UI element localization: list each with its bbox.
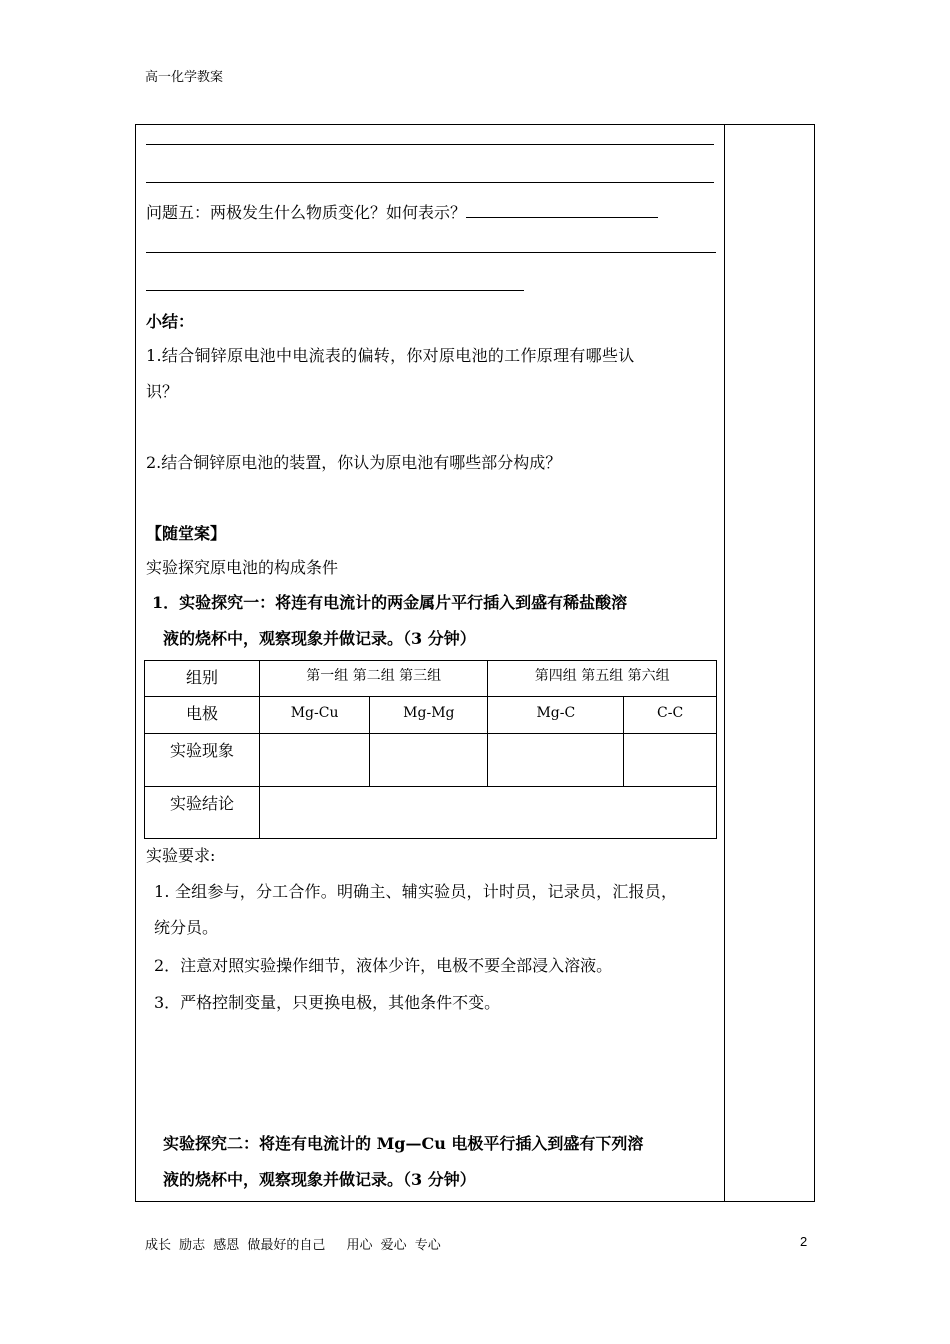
answer-blank — [466, 216, 658, 218]
section-subtitle: 实验探究原电池的构成条件 — [146, 558, 339, 577]
table-row — [145, 661, 717, 697]
phenomenon-cell[interactable] — [624, 734, 717, 787]
requirements-title: 实验要求: — [146, 846, 216, 865]
groups-left: 第一组 第二组 第三组 — [260, 661, 488, 697]
row-label-phenomenon: 实验现象 — [145, 734, 260, 787]
row-label-electrode: 电极 — [145, 697, 260, 734]
phenomenon-cell[interactable] — [260, 734, 370, 787]
question-five-text: 问题五：两极发生什么物质变化？如何表示？ — [146, 203, 467, 222]
experiment-two: 实验探究二：将连有电流计的 Mg—Cu 电极平行插入到盛有下列溶 — [163, 1134, 644, 1153]
experiment-table — [144, 660, 717, 839]
table-row — [145, 697, 717, 734]
answer-line — [146, 182, 714, 183]
electrode-cell: C-C — [624, 697, 717, 734]
requirement-1-cont: 统分员。 — [154, 918, 219, 937]
answer-line — [146, 144, 714, 145]
margin-column-divider — [724, 124, 725, 1202]
phenomenon-cell[interactable] — [488, 734, 624, 787]
row-label-group: 组别 — [145, 661, 260, 697]
experiment-one: 1．实验探究一：将连有电流计的两金属片平行插入到盛有稀盐酸溶 — [152, 593, 628, 612]
question-five — [146, 200, 658, 223]
requirement-3: 3．严格控制变量，只更换电极，其他条件不变。 — [154, 993, 501, 1012]
table-row — [145, 734, 717, 787]
groups-right: 第四组 第五组 第六组 — [488, 661, 717, 697]
page-header: 高一化学教案 — [145, 70, 224, 85]
electrode-cell: Mg-C — [488, 697, 624, 734]
electrode-cell: Mg-Cu — [260, 697, 370, 734]
page-footer: 成长 励志 感恩 做最好的自己 用心 爱心 专心 — [145, 1238, 441, 1253]
page-number: 2 — [800, 1234, 808, 1249]
electrode-cell: Mg-Mg — [370, 697, 488, 734]
summary-item-2: 2.结合铜锌原电池的装置，你认为原电池有哪些部分构成？ — [146, 453, 562, 472]
experiment-two-cont: 液的烧杯中，观察现象并做记录。（3 分钟） — [163, 1170, 476, 1189]
summary-title: 小结： — [146, 312, 195, 331]
answer-line — [146, 252, 716, 253]
answer-line — [146, 290, 524, 291]
experiment-one-cont: 液的烧杯中，观察现象并做记录。（3 分钟） — [163, 629, 476, 648]
conclusion-cell[interactable] — [260, 787, 717, 839]
row-label-conclusion: 实验结论 — [145, 787, 260, 839]
phenomenon-cell[interactable] — [370, 734, 488, 787]
requirement-1: 1. 全组参与，分工合作。明确主、辅实验员，计时员，记录员，汇报员， — [154, 882, 678, 901]
section-title: 【随堂案】 — [146, 524, 227, 543]
summary-item-1: 1.结合铜锌原电池中电流表的偏转，你对原电池的工作原理有哪些认 — [146, 346, 635, 365]
table-row — [145, 787, 717, 839]
requirement-2: 2．注意对照实验操作细节，液体少许，电极不要全部浸入溶液。 — [154, 956, 613, 975]
summary-item-1-cont: 识？ — [146, 382, 179, 401]
